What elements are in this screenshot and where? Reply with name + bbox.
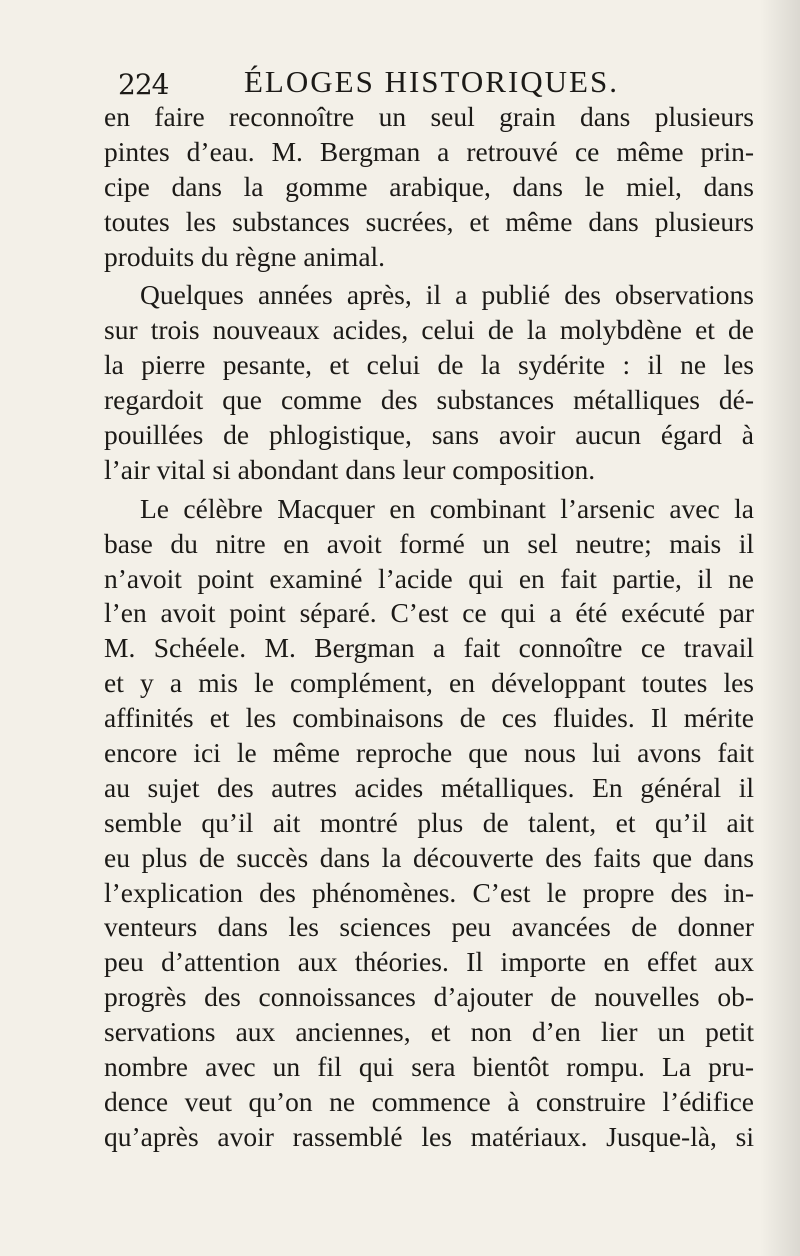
text-line: dence veut qu’on ne commence à construire l’édifice xyxy=(104,1085,754,1117)
text-line: affinités et les combinaisons de ces fluides. Il mérite xyxy=(104,702,754,734)
text-line: et y a mis le complément, en développant toutes les xyxy=(104,667,754,699)
text-line: peu d’attention aux théories. Il importe en effet aux xyxy=(104,946,754,978)
text-line: semble qu’il ait montré plus de talent, et qu’il ait xyxy=(104,806,754,838)
paragraph xyxy=(104,100,754,274)
text-line: encore ici le même reproche que nous lui avons fait xyxy=(104,737,754,769)
text-line: base du nitre en avoit formé un sel neutre; mais il xyxy=(104,527,754,559)
text-line: n’avoit point examiné l’acide qui en fait partie, il ne xyxy=(104,562,754,594)
text-line: regardoit que comme des substances métalliques dé- xyxy=(104,384,754,416)
text-line: Quelques années après, il a publié des observations xyxy=(140,279,754,311)
text-line: eu plus de succès dans la découverte des faits que dans xyxy=(104,841,754,873)
page-edge-shadow xyxy=(760,0,800,1256)
paragraph xyxy=(104,278,754,487)
paragraph xyxy=(104,492,754,1155)
body-text xyxy=(104,100,754,1155)
text-line: qu’après avoir rassemblé les matériaux. Jusque-là, si xyxy=(104,1120,754,1152)
text-line: toutes les substances sucrées, et même dans plusieurs xyxy=(104,205,754,237)
text-line: la pierre pesante, et celui de la sydérite : il ne les xyxy=(104,349,754,381)
text-line: produits du règne animal. xyxy=(104,240,386,272)
text-line: sur trois nouveaux acides, celui de la molybdène et de xyxy=(104,314,754,346)
text-line: pintes d’eau. M. Bergman a retrouvé ce même prin- xyxy=(104,135,754,167)
text-line: Le célèbre Macquer en combinant l’arsenic avec la xyxy=(140,492,754,524)
text-line: progrès des connoissances d’ajouter de nouvelles ob- xyxy=(104,981,754,1013)
text-line: l’en avoit point séparé. C’est ce qui a été exécuté par xyxy=(104,597,754,629)
text-line: l’air vital si abondant dans leur composition. xyxy=(104,453,596,485)
text-line: pouillées de phlogistique, sans avoir aucun égard à xyxy=(104,419,754,451)
text-line: venteurs dans les sciences peu avancées de donner xyxy=(104,911,754,943)
text-line: nombre avec un fil qui sera bientôt rompu. La pru- xyxy=(104,1051,754,1083)
text-line: l’explication des phénomènes. C’est le propre des in- xyxy=(104,876,754,908)
page-number: 224 xyxy=(118,68,169,101)
text-line: en faire reconnoître un seul grain dans plusieurs xyxy=(104,101,754,132)
text-line: cipe dans la gomme arabique, dans le miel, dans xyxy=(104,170,754,202)
text-line: au sujet des autres acides métalliques. En général il xyxy=(104,771,754,803)
running-head: ÉLOGES HISTORIQUES. xyxy=(244,64,619,99)
text-line: M. Schéele. M. Bergman a fait connoître ce travail xyxy=(104,632,754,664)
text-line: servations aux anciennes, et non d’en lier un petit xyxy=(104,1016,754,1048)
